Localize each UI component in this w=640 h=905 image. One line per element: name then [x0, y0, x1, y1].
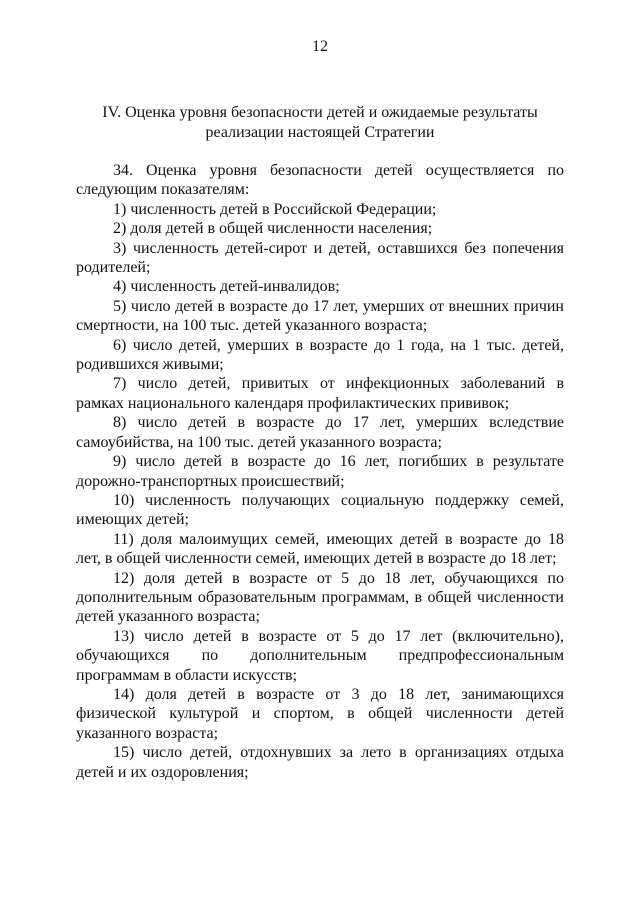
list-item-3: 3) численность детей-сирот и детей, оставшихся без попечения родителей; — [76, 239, 564, 277]
page-number: 12 — [312, 38, 328, 55]
list-item-6: 6) число детей, умерших в возрасте до 1 года, на 1 тыс. детей, родившихся живыми; — [76, 336, 564, 374]
section-heading-line-2: реализации настоящей Стратегии — [205, 124, 435, 141]
list-item-1: 1) численность детей в Российской Федерации; — [113, 200, 437, 218]
list-item-13: 13) число детей в возрасте от 5 до 17 лет (включительно), обучающихся по дополнительным предпрофессиональным программам в области искусств; — [76, 627, 564, 684]
list-item-8: 8) число детей в возрасте до 17 лет, умерших вследствие самоубийства, на 100 тыс. детей указанного возраста; — [76, 414, 564, 451]
list-item-7: 7) число детей, привитых от инфекционных заболеваний в рамках национального календаря профилактических прививок; — [76, 375, 564, 412]
list-item-11: 11) доля малоимущих семей, имеющих детей в возрасте до 18 лет, в общей численности семей, имеющих детей в возрасте до 18 лет; — [76, 530, 564, 568]
list-item-14: 14) доля детей в возрасте от 3 до 18 лет, занимающихся физической культурой и спортом, в общей численности детей указанного возраста; — [76, 685, 564, 742]
section-heading-line-1: IV. Оценка уровня безопасности детей и ожидаемые результаты — [102, 104, 538, 121]
paragraph-34-intro: 34. Оценка уровня безопасности детей осуществляется по следующим показателям: — [76, 162, 564, 199]
list-item-15: 15) число детей, отдохнувших за лето в организациях отдыха детей и их оздоровления; — [76, 744, 564, 781]
list-item-12: 12) доля детей в возрасте от 5 до 18 лет, обучающихся по дополнительным образовательным программам, в общей численности детей указанного возраста; — [76, 569, 564, 626]
list-item-9: 9) число детей в возрасте до 16 лет, погибших в результате дорожно-транспортных происшествий; — [76, 453, 564, 490]
list-item-5: 5) число детей в возрасте до 17 лет, умерших от внешних причин смертности, на 100 тыс. детей указанного возраста; — [76, 297, 564, 335]
list-item-4: 4) численность детей-инвалидов; — [113, 278, 340, 296]
document-body — [76, 161, 564, 782]
section-heading — [76, 103, 564, 143]
list-item-2: 2) доля детей в общей численности населения; — [113, 220, 433, 238]
list-item-10: 10) численность получающих социальную поддержку семей, имеющих детей; — [76, 491, 564, 529]
